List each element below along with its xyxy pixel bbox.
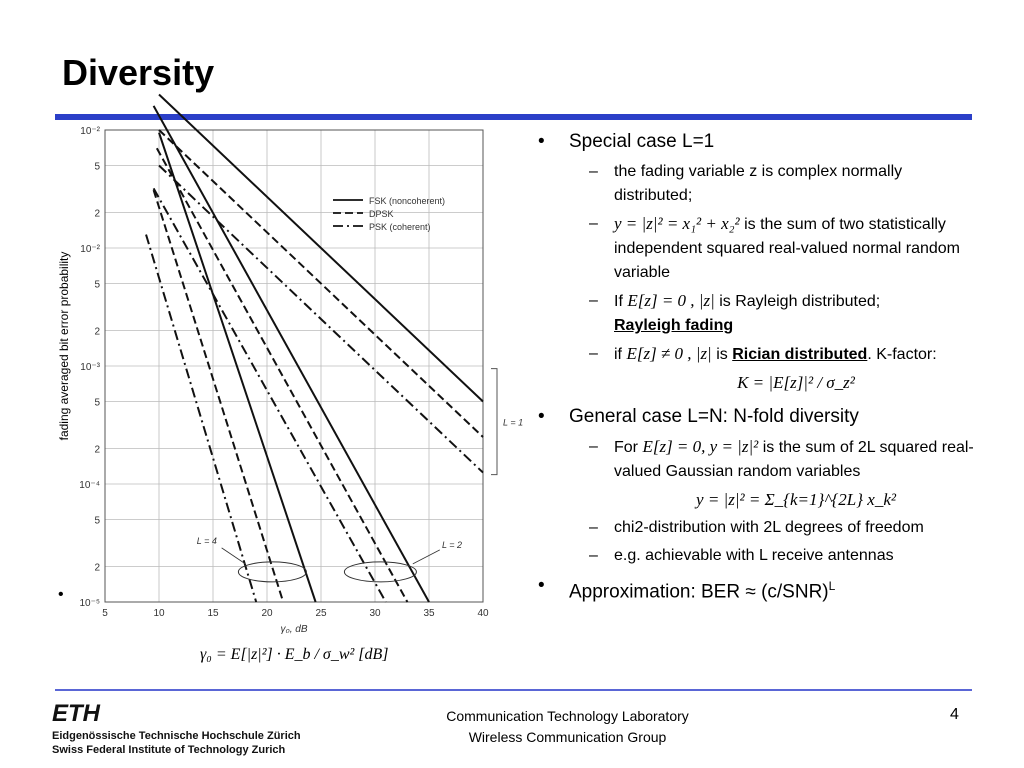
- chart-legend: [333, 196, 445, 232]
- bullet-general-case: • General case L=N: N-fold diversity: [538, 405, 978, 429]
- eth-logo: [52, 700, 122, 727]
- y-tick-label: 5: [94, 279, 100, 291]
- eth-name-de: Eidgenössische Technische Hochschule Zürich: [52, 730, 301, 742]
- y-tick-label: 2: [94, 562, 100, 574]
- general-formula: E[z] = 0, y = |z|²: [642, 437, 759, 456]
- sum-formula: y = |z|² = x₁² + x₂²: [614, 214, 740, 233]
- x-axis-label: γ₀, dB: [280, 624, 308, 635]
- x-tick-label: 40: [477, 608, 489, 619]
- title-rule: [55, 114, 972, 120]
- y-tick-label: 5: [94, 161, 100, 173]
- y-tick-label: 10⁻³: [80, 362, 100, 373]
- annotation-L1: L = 1: [503, 417, 524, 428]
- rayleigh-fading-label: Rayleigh fading: [614, 317, 734, 334]
- snr-formula: γ₀ = E[|z|²] · E_b / σ_w² [dB]: [200, 646, 389, 663]
- sub-bullet-sum-2l: – For E[z] = 0, y = |z|² is the sum of 2L squared real-valued Gaussian random variables y = |z|² = Σ_{k=1}^{2L} x_k²: [569, 435, 978, 512]
- sub-bullet-rician: – if E[z] ≠ 0 , |z| is Rician distributed. K-factor: K = |E[z]|² / σ_z²: [569, 342, 978, 395]
- page-number: 4: [950, 706, 959, 723]
- legend-label: DPSK: [369, 209, 394, 219]
- bullet-special-case: • Special case L=1: [538, 130, 978, 154]
- series-line-L4-dashdot: [146, 235, 256, 602]
- legend-label: FSK (noncoherent): [369, 196, 446, 206]
- k-factor-formula: K = |E[z]|² / σ_z²: [737, 373, 855, 392]
- series-line-L4-dashed: [154, 190, 284, 602]
- l1-bracket: [491, 369, 497, 475]
- footer-lab: Communication Technology Laboratory Wireless Communication Group: [446, 708, 689, 745]
- rician-formula: E[z] ≠ 0 , |z|: [626, 344, 712, 363]
- chart-annotations: [197, 369, 523, 582]
- y-tick-label: 10⁻⁵: [79, 598, 100, 609]
- x-tick-label: 10: [153, 608, 165, 619]
- legend-label: PSK (coherent): [369, 222, 431, 232]
- x-tick-label: 35: [423, 608, 435, 619]
- y-tick-label: 5: [94, 515, 100, 527]
- x-tick-label: 5: [102, 608, 108, 619]
- leader-L2: [413, 550, 440, 564]
- y-axis-label: fading averaged bit error probability: [57, 251, 71, 441]
- x-tick-label: 20: [261, 608, 273, 619]
- ellipse-L2: [344, 562, 416, 582]
- sub-bullet-sum-of-two: – y = |z|² = x₁² + x₂² is the sum of two statistically independent squared real-valued normal random variable: [569, 212, 978, 285]
- y-tick-label: 10⁻²: [80, 244, 100, 255]
- y-tick-label: 10⁻⁴: [79, 480, 100, 491]
- y-tick-label: 10⁻²: [80, 126, 100, 137]
- bullet-approximation: • Approximation: BER ≈ $(c/SNR)^L$: [538, 574, 978, 604]
- y-tick-label: 2: [94, 326, 100, 338]
- chart-series: [146, 94, 483, 602]
- sub-bullet-fading-variable: – the fading variable z is complex normally distributed;: [569, 160, 978, 208]
- sub-bullet-chi2: – chi2-distribution with 2L degrees of freedom: [569, 516, 978, 540]
- bullet-list: [538, 130, 978, 610]
- rayleigh-formula: E[z] = 0 , |z|: [627, 291, 715, 310]
- annotation-L2: L = 2: [441, 539, 463, 550]
- footer-rule: [55, 689, 972, 691]
- x-tick-label: 25: [315, 608, 327, 619]
- stray-bullet: •: [58, 586, 64, 603]
- y-tick-label: 2: [94, 444, 100, 456]
- ber-chart: [50, 122, 524, 635]
- sum-2l-formula: y = |z|² = Σ_{k=1}^{2L} x_k²: [696, 490, 896, 509]
- annotation-L4: L = 4: [196, 535, 217, 546]
- slide-title: Diversity: [62, 52, 215, 93]
- y-tick-label: 2: [94, 208, 100, 220]
- ellipse-L4: [238, 562, 306, 582]
- eth-name-en: Swiss Federal Institute of Technology Zurich: [52, 744, 286, 756]
- series-line-L4-solid: [159, 133, 316, 602]
- x-tick-label: 30: [369, 608, 381, 619]
- x-tick-label: 15: [207, 608, 219, 619]
- sub-bullet-antennas: – e.g. achievable with L receive antennas: [569, 544, 978, 568]
- sub-bullet-rayleigh: – If E[z] = 0 , |z| is Rayleigh distributed; Rayleigh fading: [569, 289, 978, 338]
- y-tick-label: 5: [94, 397, 100, 409]
- approx-symbol: ≈: [745, 581, 756, 603]
- eth-logo-text: ETH: [52, 700, 100, 727]
- series-line-L2-dashdot: [154, 188, 386, 602]
- rician-distributed-label: Rician distributed: [732, 346, 868, 363]
